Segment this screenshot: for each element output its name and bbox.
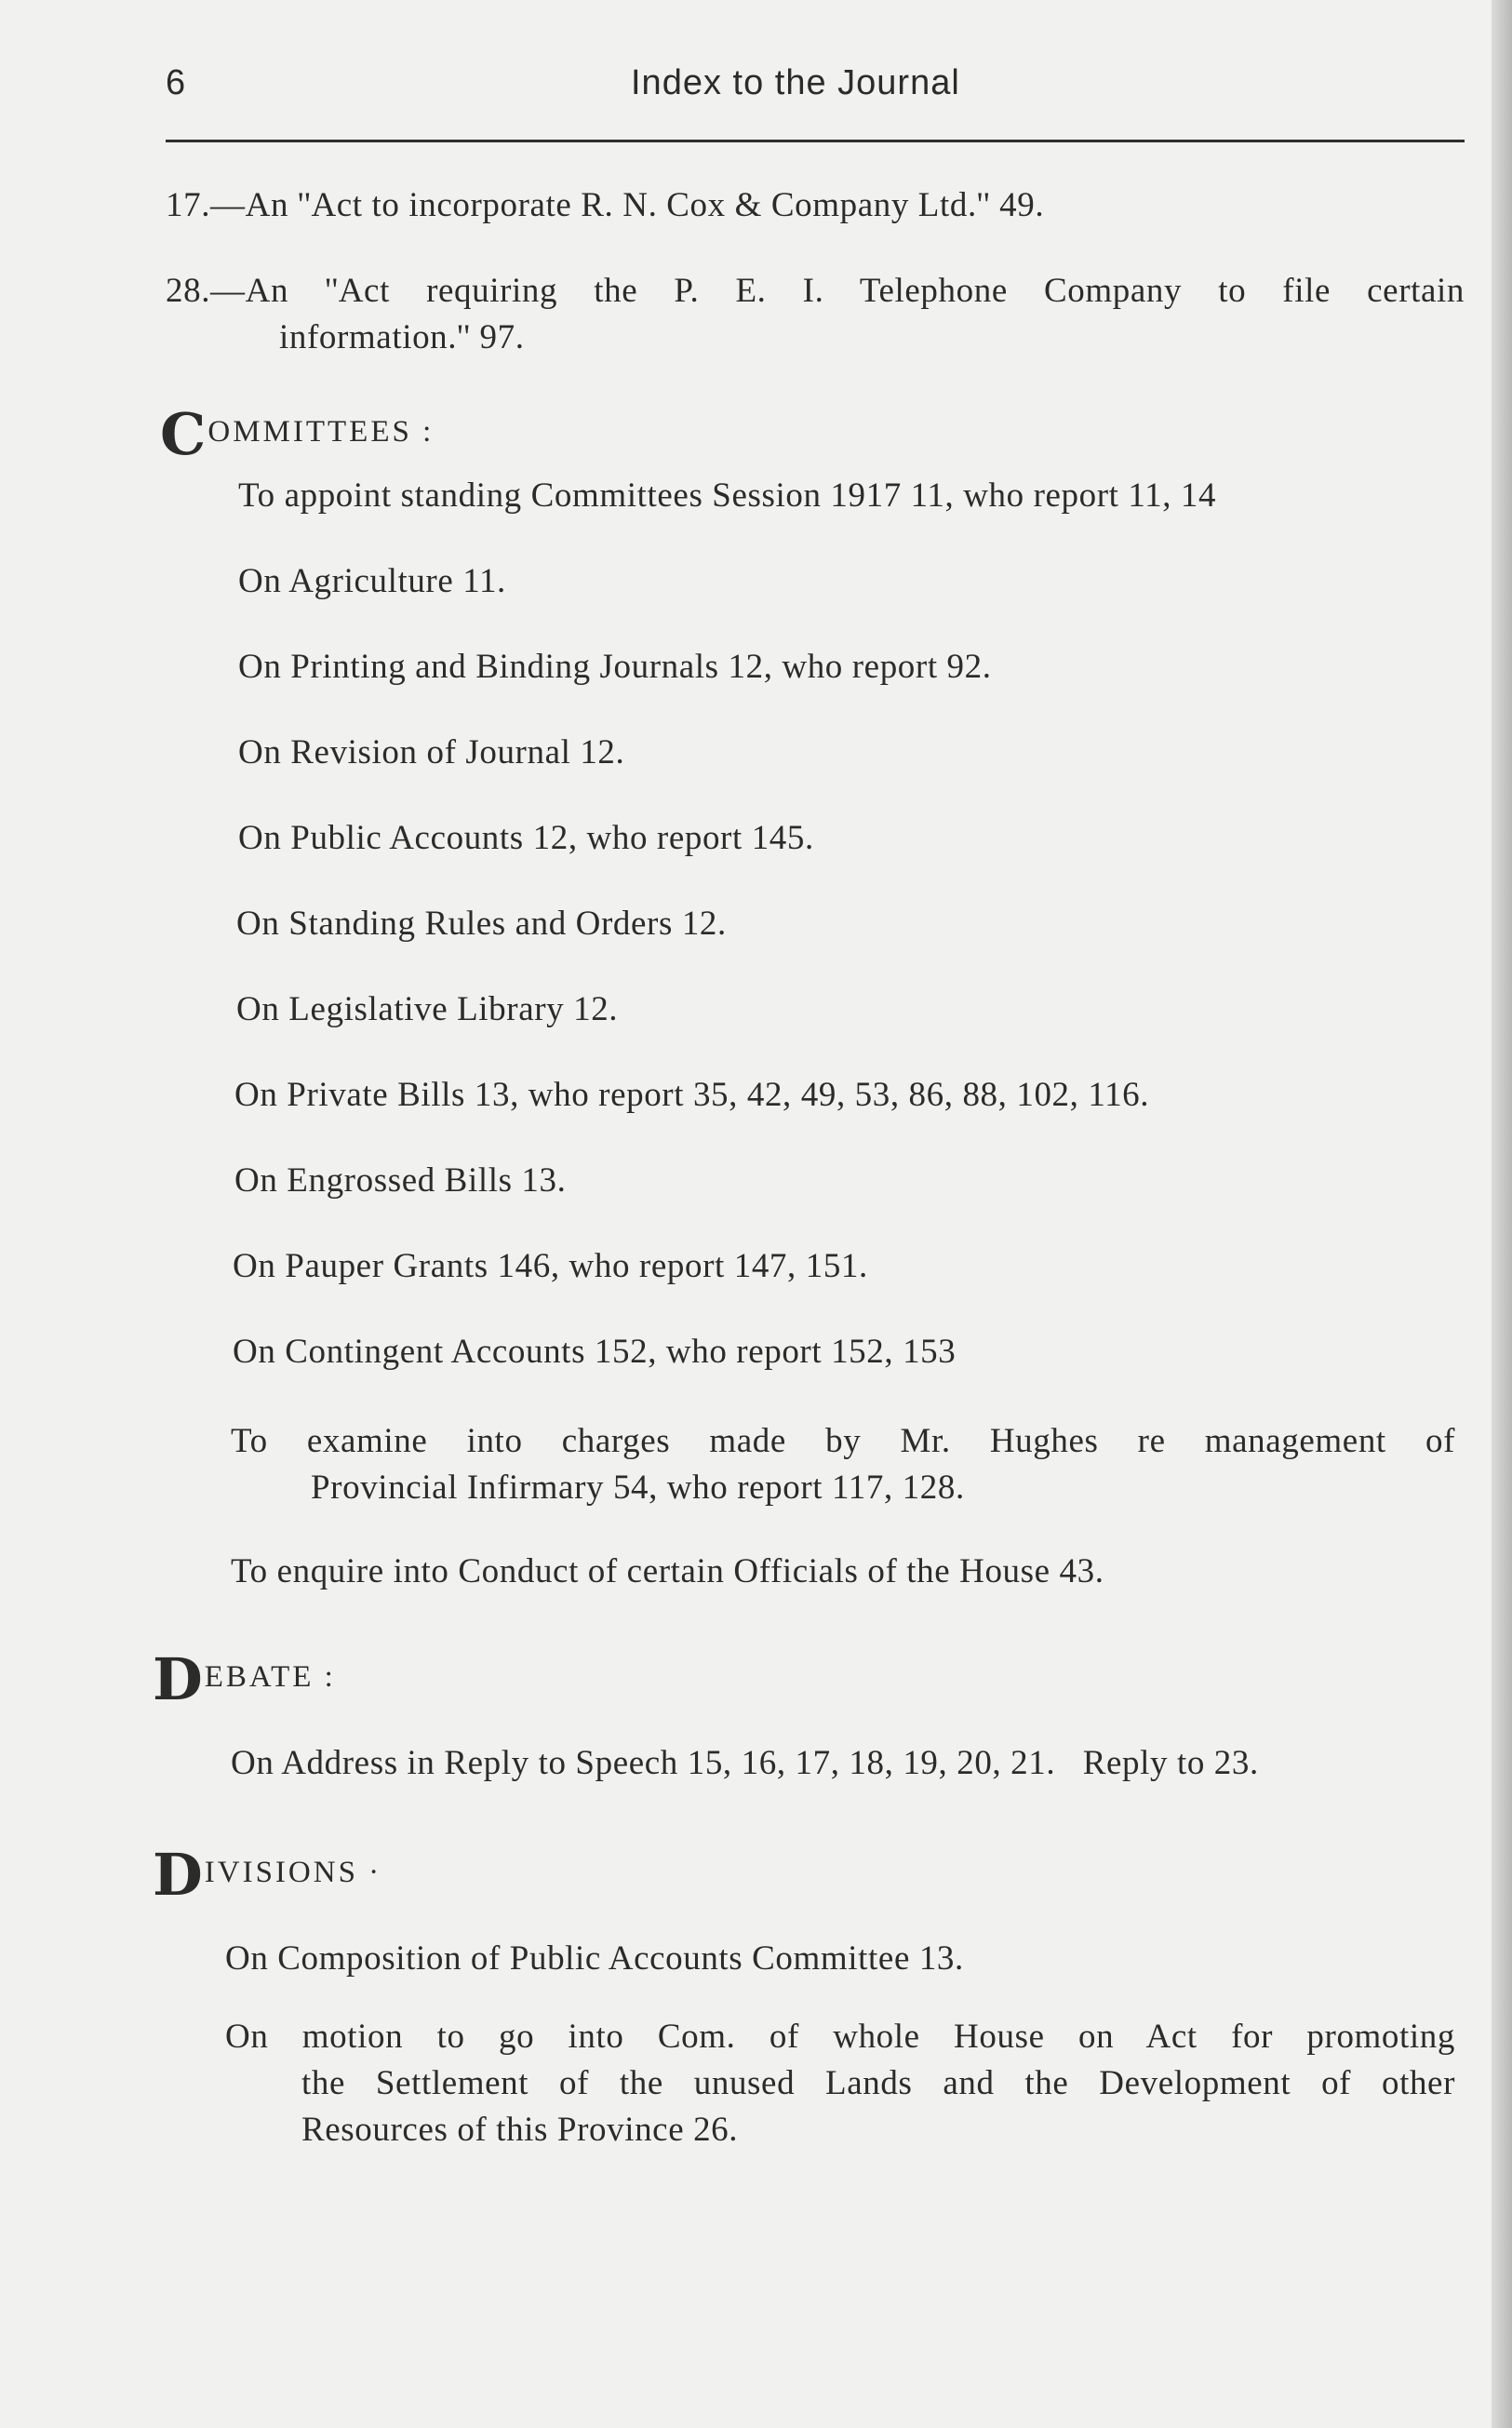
act-entry-28-line1: 28.—An ''Act requiring the P. E. I. Telephone Company to file certain <box>166 272 1465 310</box>
committees-heading <box>160 400 434 468</box>
debate-initial: D <box>153 1645 203 1713</box>
page-number: 6 <box>166 63 186 102</box>
committee-entry: On Agriculture 11. <box>238 562 506 600</box>
divisions-initial: D <box>153 1841 203 1909</box>
committee-entry: On Revision of Journal 12. <box>238 733 625 771</box>
committee-entry-examine <box>231 1418 1455 1511</box>
act-entry-28-line2: information.'' 97. <box>279 318 525 356</box>
committee-entry: On Standing Rules and Orders 12. <box>236 905 727 943</box>
committees-heading-rest: OMMITTEES : <box>207 415 435 449</box>
committee-entry-examine-line2: Provincial Infirmary 54, who report 117, 128. <box>311 1469 965 1507</box>
divisions-heading <box>153 1841 381 1909</box>
committee-entry: On Printing and Binding Journals 12, who report 92. <box>238 648 992 686</box>
divisions-heading-rest: IVISIONS · <box>204 1856 382 1889</box>
page-edge-shadow <box>1492 0 1512 2428</box>
committee-entry-enquire: To enquire into Conduct of certain Officials of the House 43. <box>231 1552 1104 1590</box>
committee-entry: On Public Accounts 12, who report 145. <box>238 819 814 857</box>
division-entry-motion-line1: On motion to go into Com. of whole House on Act for promoting <box>225 2018 1455 2056</box>
committee-entry: To appoint standing Committees Session 1917 11, who report 11, 14 <box>238 476 1217 515</box>
committees-initial: C <box>160 400 207 468</box>
division-entry: On Composition of Public Accounts Committee 13. <box>225 1939 964 1978</box>
committee-entry: On Contingent Accounts 152, who report 152, 153 <box>233 1333 957 1371</box>
committee-entry: On Engrossed Bills 13. <box>234 1161 567 1200</box>
division-entry-motion-line2: the Settlement of the unused Lands and the Development of other <box>301 2064 1455 2102</box>
page-header <box>166 63 1468 110</box>
debate-entry: On Address in Reply to Speech 15, 16, 17, 18, 19, 20, 21. Reply to 23. <box>231 1744 1259 1782</box>
committee-entry: On Private Bills 13, who report 35, 42, 49, 53, 86, 88, 102, 116. <box>234 1076 1150 1114</box>
header-rule <box>166 140 1465 142</box>
division-entry-motion <box>225 2014 1455 2153</box>
debate-heading-rest: EBATE : <box>204 1660 336 1694</box>
committee-entry: On Legislative Library 12. <box>236 990 619 1028</box>
committee-entry: On Pauper Grants 146, who report 147, 151. <box>233 1247 868 1285</box>
committee-entry-examine-line1: To examine into charges made by Mr. Hughes re management of <box>231 1422 1455 1460</box>
debate-heading <box>153 1645 336 1713</box>
running-title: Index to the Journal <box>631 63 960 102</box>
division-entry-motion-line3: Resources of this Province 26. <box>301 2111 739 2149</box>
act-entry-17: 17.—An ''Act to incorporate R. N. Cox & Company Ltd.'' 49. <box>166 186 1045 224</box>
act-entry-28 <box>166 268 1465 361</box>
